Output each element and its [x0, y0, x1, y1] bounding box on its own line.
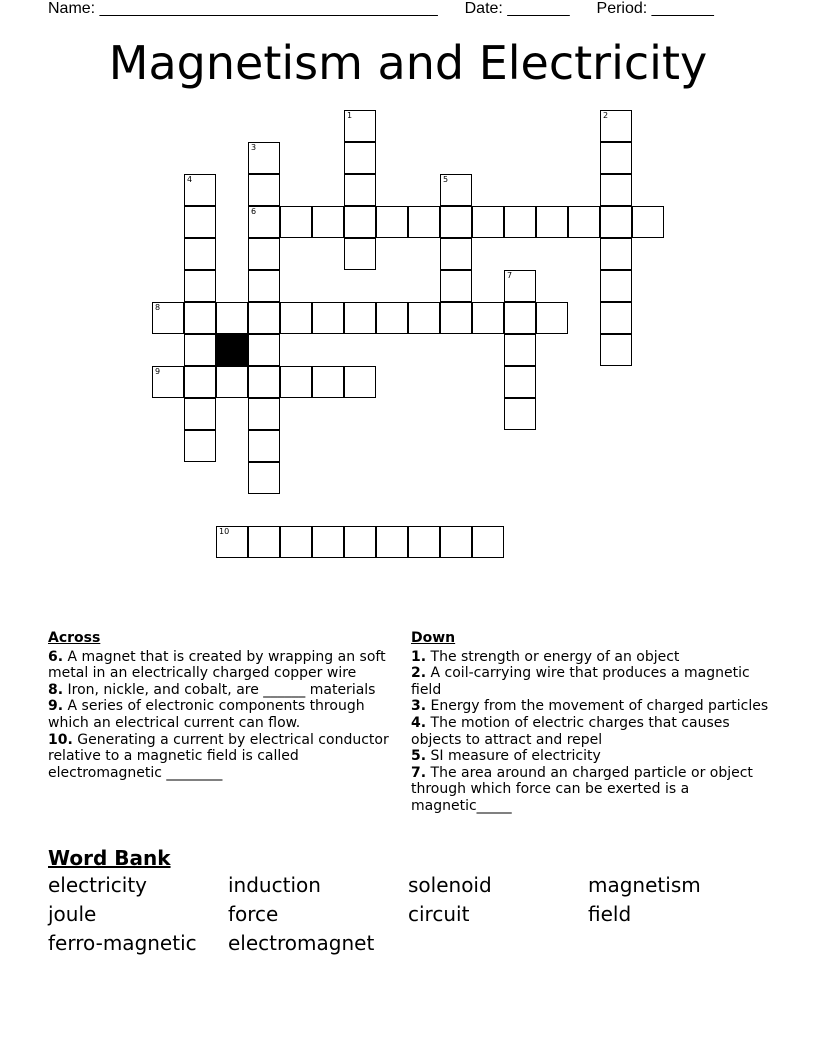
page-title: Magnetism and Electricity	[108, 36, 708, 90]
crossword-cell[interactable]	[216, 526, 248, 558]
crossword-cell[interactable]	[248, 270, 280, 302]
down-heading: Down	[411, 630, 456, 646]
crossword-cell[interactable]	[600, 334, 632, 366]
crossword-cell[interactable]	[280, 206, 312, 238]
clue-number: 2	[603, 111, 609, 120]
crossword-cell[interactable]	[440, 302, 472, 334]
crossword-cell[interactable]	[344, 206, 376, 238]
crossword-cell[interactable]	[312, 366, 344, 398]
crossword-cell[interactable]	[408, 206, 440, 238]
crossword-cell[interactable]	[376, 206, 408, 238]
crossword-cell[interactable]	[536, 206, 568, 238]
crossword-cell[interactable]	[184, 302, 216, 334]
clue-down-3: 3. Energy from the movement of charged particles	[411, 698, 769, 715]
clue-across-9: 9. A series of electronic components through which an electrical current can flow.	[48, 698, 365, 731]
crossword-cell[interactable]	[600, 206, 632, 238]
crossword-cell[interactable]	[248, 462, 280, 494]
crossword-cell[interactable]	[248, 526, 280, 558]
word-bank-item: solenoid	[408, 873, 492, 897]
crossword-cell[interactable]	[504, 398, 536, 430]
crossword-cell[interactable]	[504, 302, 536, 334]
down-clues	[411, 630, 771, 815]
crossword-cell[interactable]	[248, 302, 280, 334]
word-bank-item: electricity	[48, 873, 148, 897]
crossword-cell[interactable]	[248, 238, 280, 270]
crossword-cell[interactable]	[440, 526, 472, 558]
crossword-cell[interactable]	[248, 174, 280, 206]
crossword-cell[interactable]	[184, 334, 216, 366]
crossword-cell[interactable]	[152, 366, 184, 398]
crossword-cell[interactable]	[600, 142, 632, 174]
clue-across-6: 6. A magnet that is created by wrapping an soft metal in an electrically charged copper wire	[48, 648, 386, 682]
crossword-cell[interactable]	[184, 398, 216, 430]
crossword-cell[interactable]	[600, 174, 632, 206]
crossword-cell[interactable]	[344, 302, 376, 334]
crossword-cell[interactable]	[248, 366, 280, 398]
crossword-cell[interactable]	[184, 174, 216, 206]
word-bank-item: joule	[48, 902, 97, 926]
clue-across-10: 10. Generating a current by electrical conductor relative to a magnetic field is called electromagnetic ________	[48, 731, 389, 781]
crossword-cell[interactable]	[504, 206, 536, 238]
crossword-cell[interactable]	[280, 366, 312, 398]
clue-down-2: 2. A coil-carrying wire that produces a magnetic field	[411, 665, 750, 698]
crossword-cell[interactable]	[184, 366, 216, 398]
clue-down-1: 1. The strength or energy of an object	[411, 648, 680, 665]
crossword-cell[interactable]	[184, 270, 216, 302]
crossword-cell[interactable]	[600, 302, 632, 334]
crossword-cell[interactable]	[184, 430, 216, 462]
clue-across-8: 8. Iron, nickle, and cobalt, are ______ materials	[48, 681, 376, 698]
word-bank-item: field	[588, 902, 632, 926]
crossword-cell[interactable]	[312, 302, 344, 334]
crossword-cell[interactable]	[632, 206, 664, 238]
word-bank-item: magnetism	[588, 873, 701, 897]
crossword-cell[interactable]	[312, 206, 344, 238]
crossword-cell[interactable]	[344, 366, 376, 398]
clue-number: 3	[251, 143, 257, 152]
across-heading: Across	[48, 630, 101, 646]
crossword-cell[interactable]	[376, 526, 408, 558]
clue-number: 4	[187, 175, 193, 184]
crossword-cell[interactable]	[600, 110, 632, 142]
clue-down-4: 4. The motion of electric charges that causes objects to attract and repel	[411, 714, 730, 748]
crossword-cell[interactable]	[344, 174, 376, 206]
crossword-cell[interactable]	[472, 302, 504, 334]
date-field[interactable]: Date: _______	[464, 0, 570, 17]
clue-down-7: 7. The area around an charged particle or object through which force can be exerted is a magnetic_____	[411, 764, 753, 814]
crossword-cell[interactable]	[600, 238, 632, 270]
crossword-cell[interactable]	[472, 206, 504, 238]
crossword-cell[interactable]	[248, 334, 280, 366]
crossword-cell[interactable]	[440, 270, 472, 302]
crossword-cell[interactable]	[216, 302, 248, 334]
word-bank-title: Word Bank	[48, 846, 171, 870]
crossword-cell[interactable]	[344, 526, 376, 558]
crossword-cell[interactable]	[344, 110, 376, 142]
period-field[interactable]: Period: _______	[596, 0, 714, 17]
word-bank-item: ferro-magnetic	[48, 931, 197, 955]
crossword-cell[interactable]	[184, 238, 216, 270]
crossword-cell[interactable]	[440, 238, 472, 270]
across-clues	[48, 630, 408, 781]
word-bank-item: induction	[228, 873, 321, 897]
clue-down-5: 5. SI measure of electricity	[411, 748, 601, 765]
crossword-cell[interactable]	[152, 302, 184, 334]
crossword-cell[interactable]	[248, 398, 280, 430]
word-bank-item: force	[228, 902, 279, 926]
crossword-cell[interactable]	[600, 270, 632, 302]
word-bank-item: circuit	[408, 902, 470, 926]
clue-number: 1	[347, 111, 353, 120]
crossword-cell[interactable]	[280, 302, 312, 334]
crossword-cell[interactable]	[568, 206, 600, 238]
crossword-cell[interactable]	[408, 526, 440, 558]
clue-number: 5	[443, 175, 449, 184]
crossword-cell[interactable]	[184, 206, 216, 238]
word-bank-item: electromagnet	[228, 931, 375, 955]
crossword-cell[interactable]	[440, 206, 472, 238]
crossword-cell[interactable]	[440, 174, 472, 206]
crossword-cell[interactable]	[344, 142, 376, 174]
crossword-cell[interactable]	[312, 526, 344, 558]
crossword-cell[interactable]	[248, 430, 280, 462]
crossword-cell[interactable]	[504, 366, 536, 398]
crossword-cell[interactable]	[248, 206, 280, 238]
crossword-cell[interactable]	[504, 270, 536, 302]
crossword-cell[interactable]	[376, 302, 408, 334]
clue-number: 8	[155, 303, 161, 312]
clue-number: 7	[507, 271, 513, 280]
crossword-cell[interactable]	[504, 334, 536, 366]
crossword-cell[interactable]	[216, 366, 248, 398]
clue-number: 9	[155, 367, 161, 376]
crossword-cell[interactable]	[536, 302, 568, 334]
crossword-cell[interactable]	[408, 302, 440, 334]
crossword-cell[interactable]	[280, 526, 312, 558]
name-field[interactable]: Name: ______________________________________	[48, 0, 438, 17]
clue-number: 6	[251, 207, 257, 216]
crossword-cell[interactable]	[248, 142, 280, 174]
crossword-cell[interactable]	[344, 238, 376, 270]
clue-number: 10	[219, 527, 230, 536]
crossword-black-cell	[216, 334, 248, 366]
crossword-cell[interactable]	[472, 526, 504, 558]
word-bank	[48, 872, 768, 957]
